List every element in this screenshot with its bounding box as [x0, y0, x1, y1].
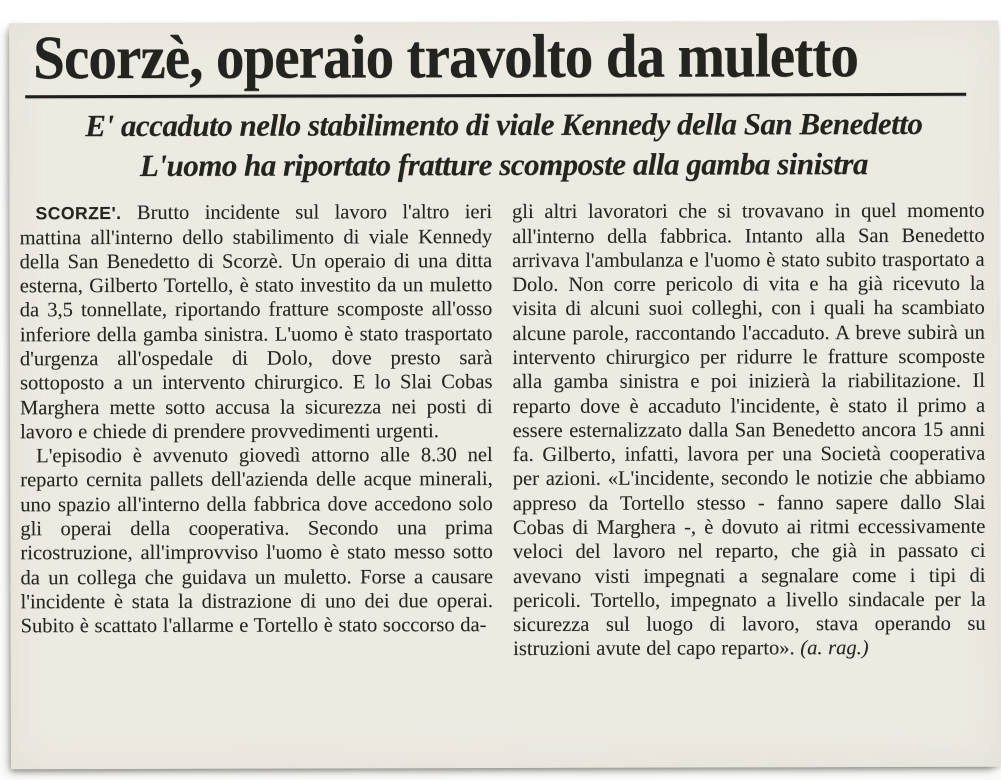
dateline: SCORZE'.: [35, 203, 122, 224]
article-column-right: [512, 199, 986, 662]
paragraph-continued-text: gli altri lavoratori che si trovavano in quel momento all'interno della fabbrica. Intanto alla San Benedetto arrivava l'ambulanza e l'uomo è stato subito trasportato a Dolo. Non corre pericolo di vita e ha già ricevuto la visita di alcuni suoi colleghi, con i quali ha scambiato alcune parole, raccontando l'accaduto. A breve subirà un intervento chirurgico per ridurre le fratture scomposte alla gamba sinistra e poi inizierà la riabilitazione. Il reparto dove è accaduto l'incidente, è stato il primo a essere esternalizzato dalla San Benedetto ancora 15 anni fa. Gilberto, infatti, lavora per una Società cooperativa per azioni. «L'incidente, secondo le notizie che abbiamo appreso da Tortello stesso - fanno sapere dallo Slai Cobas di Marghera -, è dovuto ai ritmi eccessivamente veloci del lavoro nel reparto, che già in passato ci avevano visti impegnati a segnalare come i tipi di pericoli. Tortello, impegnato a livello sindacale per la sicurezza sul luogo di lavoro, stava operando su istruzioni avute del capo reparto».: [511, 200, 986, 661]
article-column-left: [19, 200, 493, 663]
article-body: [19, 199, 985, 663]
article-subhead-line2: L'uomo ha riportato fratture scomposte alla gamba sinistra: [139, 145, 868, 183]
author-byline: (a. rag.): [800, 637, 869, 660]
paragraph-continued: [512, 199, 986, 662]
paragraph-second: L'episodio è avvenuto giovedì attorno alle 8.30 nel reparto cernita pallets dell'azienda delle acque minerali, uno spazio all'interno della fabbrica dove accedono solo gli operai della cooperativa. Secondo una prima ricostruzione, all'improvviso l'uomo è stato messo sotto da un collega che guidava un muletto. Forse a causare l'incidente è stata la distrazione di uno dei due operai. Subito è scattato l'allarme e Tortello è stato soccorso da-: [20, 444, 494, 638]
paragraph-lead: [19, 200, 492, 444]
paragraph-lead-text: Brutto incidente sul lavoro l'altro ieri mattina all'interno dello stabilimento di viale Kennedy della San Benedetto di Scorzè. Un operaio di una ditta esterna, Gilberto Tortello, è stato investito da un muletto da 3,5 tonnellate, riportando fratture scomposte all'osso inferiore della gamba sinistra. L'uomo è stato trasportato d'urgenza all'ospedale di Dolo, dove presto sarà sottoposto a un intervento chirurgico. E lo Slai Cobas Marghera mette sotto accusa la sicurezza nei posti di lavoro e chiede di prendere provvedimenti urgenti.: [19, 201, 493, 444]
headline-divider: [25, 93, 966, 98]
article-headline: Scorzè, operaio travolto da muletto: [33, 22, 858, 93]
article-subhead-line1: E' accaduto nello stabilimento di viale Kennedy della San Benedetto: [85, 105, 923, 144]
newspaper-clipping: [9, 21, 1000, 770]
article-subhead: [33, 104, 974, 186]
